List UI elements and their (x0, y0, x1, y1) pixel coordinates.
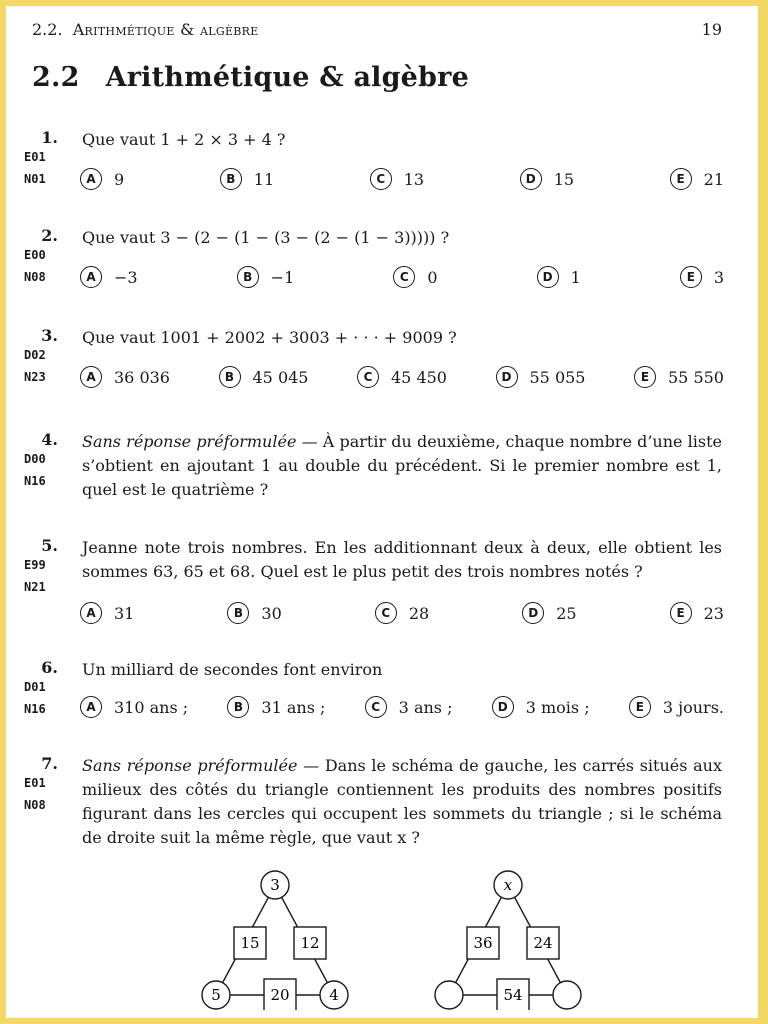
choice-letter: D (520, 168, 542, 190)
choice-value: 25 (556, 603, 577, 623)
problem-text: Que vaut 1 + 2 × 3 + 4 ? (82, 130, 286, 149)
choice-letter: C (370, 168, 392, 190)
choice-value: 55 550 (668, 367, 724, 387)
choice-value: 13 (403, 169, 425, 189)
choice-value: 15 (553, 169, 575, 189)
choice-value: 55 055 (529, 367, 586, 387)
choice-value: 23 (703, 603, 724, 623)
choice-a[interactable] (80, 266, 138, 288)
choice-letter: C (357, 366, 379, 388)
problem-number: 2. (41, 226, 58, 245)
problem-number: 3. (41, 326, 58, 345)
choice-value: 30 (261, 603, 282, 623)
running-head-text: Arithmétique & algèbre (72, 20, 259, 39)
choice-e[interactable] (670, 168, 724, 190)
section-title (32, 62, 469, 93)
problem-body: — Dans le schéma de gauche, les carrés situés aux milieux des côtés du triangle contiennent les produits des nombres positifs figurant dans les cercles qui occupent les sommets du triangle ; si le schéma de droite suit la même règle, que vaut x ? (82, 756, 722, 847)
choice-a[interactable] (80, 696, 188, 718)
problem-body: — À partir du deuxième, chaque nombre d’une liste s’obtient en ajoutant 1 au double du précédent. Si le premier nombre est 1, quel est le quatrième ? (82, 432, 723, 499)
problem-code: E99 (24, 558, 46, 572)
choice-value: 36 036 (114, 367, 170, 387)
choice-b[interactable] (237, 266, 295, 288)
choice-letter: A (80, 602, 102, 624)
problem-lead: Sans réponse préformulée (82, 756, 298, 775)
choice-letter: C (393, 266, 415, 288)
choices (80, 366, 724, 388)
choice-letter: C (365, 696, 387, 718)
problem-number: 6. (41, 658, 58, 677)
problem-code: E01 (24, 776, 46, 790)
right-top-circle (494, 871, 522, 899)
left-square-left-value: 15 (240, 934, 260, 952)
problem-text: Que vaut 1001 + 2002 + 3003 + · · · + 9009 ? (82, 328, 457, 347)
choice-letter: B (220, 168, 242, 190)
choice-c[interactable] (357, 366, 447, 388)
choice-letter: A (80, 696, 102, 718)
choice-a[interactable] (80, 602, 134, 624)
problem-code: E00 (24, 248, 46, 262)
choice-d[interactable] (520, 168, 574, 190)
choice-value: −1 (270, 267, 295, 287)
running-head-title (32, 20, 259, 39)
choice-value: 3 ans ; (398, 697, 453, 717)
problem-text: Un milliard de secondes font environ (82, 660, 383, 679)
choice-letter: C (375, 602, 397, 624)
left-top-circle (261, 871, 289, 899)
choice-letter: E (670, 602, 692, 624)
problem-number: 7. (41, 754, 58, 773)
choice-letter: D (522, 602, 544, 624)
problem-code: N08 (24, 270, 46, 284)
document-page (6, 6, 758, 1018)
choice-letter: E (629, 696, 651, 718)
problem-lead: Sans réponse préformulée (82, 432, 297, 451)
right-square-right-value: 24 (533, 934, 553, 952)
choice-value: 31 ans ; (261, 697, 326, 717)
problem-code: N08 (24, 798, 46, 812)
right-square-bottom (497, 979, 529, 1010)
choice-letter: B (219, 366, 241, 388)
right-top-value: x (503, 876, 513, 894)
choice-d[interactable] (496, 366, 586, 388)
left-square-left (234, 927, 266, 959)
choice-letter: B (227, 696, 249, 718)
choice-a[interactable] (80, 168, 124, 190)
page-number: 19 (701, 20, 722, 39)
choice-b[interactable] (227, 602, 281, 624)
choice-d[interactable] (537, 266, 581, 288)
problem-code: N21 (24, 580, 46, 594)
choice-value: 3 (713, 267, 724, 287)
choice-value: 11 (253, 169, 275, 189)
right-bottom-left-circle (435, 981, 463, 1009)
right-square-right (527, 927, 559, 959)
right-square-left-value: 36 (473, 934, 493, 952)
problem-code: E01 (24, 150, 46, 164)
choice-value: 9 (114, 169, 125, 189)
choice-e[interactable] (670, 602, 724, 624)
choice-value: 28 (408, 603, 430, 623)
choice-value: 1 (570, 267, 581, 287)
choice-letter: E (634, 366, 656, 388)
choice-letter: A (80, 168, 102, 190)
choice-e[interactable] (634, 366, 724, 388)
choice-c[interactable] (375, 602, 429, 624)
choice-b[interactable] (220, 168, 274, 190)
problem-text: Que vaut 3 − (2 − (1 − (3 − (2 − (1 − 3))))) ? (82, 228, 450, 247)
choice-value: −3 (114, 267, 138, 287)
left-square-bottom-value: 20 (270, 986, 290, 1004)
problem-code: N16 (24, 702, 46, 716)
choice-letter: A (80, 366, 102, 388)
problem-text: Jeanne note trois nombres. En les additionnant deux à deux, elle obtient les sommes 63, 65 et 68. Quel est le plus petit des trois nombres notés ? (82, 538, 722, 581)
choice-e[interactable] (680, 266, 724, 288)
choice-value: 45 450 (391, 367, 447, 387)
choice-value: 21 (703, 169, 724, 189)
choice-c[interactable] (365, 696, 453, 718)
choice-letter: E (670, 168, 692, 190)
problem-code: D01 (24, 680, 46, 694)
problem-number: 1. (41, 128, 58, 147)
left-top-value: 3 (270, 876, 280, 894)
section-number: 2.2 (32, 62, 80, 93)
problem-code: D02 (24, 348, 46, 362)
problem-text (82, 754, 722, 850)
choices (80, 696, 724, 718)
choice-letter: D (492, 696, 514, 718)
right-square-bottom-value: 54 (503, 986, 523, 1004)
problem-text (82, 430, 722, 502)
problem-number: 5. (41, 536, 58, 555)
choice-b[interactable] (227, 696, 325, 718)
problem-code: D00 (24, 452, 46, 466)
left-bottom-left-circle (202, 981, 230, 1009)
choices (80, 266, 724, 288)
choice-letter: E (680, 266, 702, 288)
choice-value: 45 045 (252, 367, 309, 387)
left-bottom-right-value: 4 (329, 986, 339, 1004)
choice-e[interactable] (629, 696, 724, 718)
right-square-left (467, 927, 499, 959)
choice-c[interactable] (393, 266, 437, 288)
choice-d[interactable] (522, 602, 576, 624)
choice-a[interactable] (80, 366, 170, 388)
problem-code: N23 (24, 370, 46, 384)
choice-letter: D (496, 366, 518, 388)
triangle-diagrams (196, 868, 616, 1010)
choice-letter: B (237, 266, 259, 288)
left-square-right (294, 927, 326, 959)
choice-b[interactable] (219, 366, 309, 388)
choices (80, 168, 724, 190)
choice-value: 31 (114, 603, 135, 623)
running-head-section: 2.2. (32, 20, 63, 39)
choice-value: 310 ans ; (114, 697, 189, 717)
problem-number: 4. (41, 430, 58, 449)
running-head (32, 20, 722, 39)
choice-value: 3 mois ; (525, 697, 590, 717)
section-title-text: Arithmétique & algèbre (105, 62, 469, 93)
choice-letter: B (227, 602, 249, 624)
left-square-right-value: 12 (300, 934, 320, 952)
problem-code: N01 (24, 172, 46, 186)
left-bottom-right-circle (320, 981, 348, 1009)
choice-c[interactable] (370, 168, 424, 190)
choices (80, 602, 724, 624)
left-bottom-left-value: 5 (211, 986, 221, 1004)
problem-code: N16 (24, 474, 46, 488)
choice-d[interactable] (492, 696, 590, 718)
choice-value: 3 jours. (662, 697, 724, 717)
choice-letter: A (80, 266, 102, 288)
right-bottom-right-circle (553, 981, 581, 1009)
choice-value: 0 (427, 267, 438, 287)
choice-letter: D (537, 266, 559, 288)
left-square-bottom (264, 979, 296, 1010)
